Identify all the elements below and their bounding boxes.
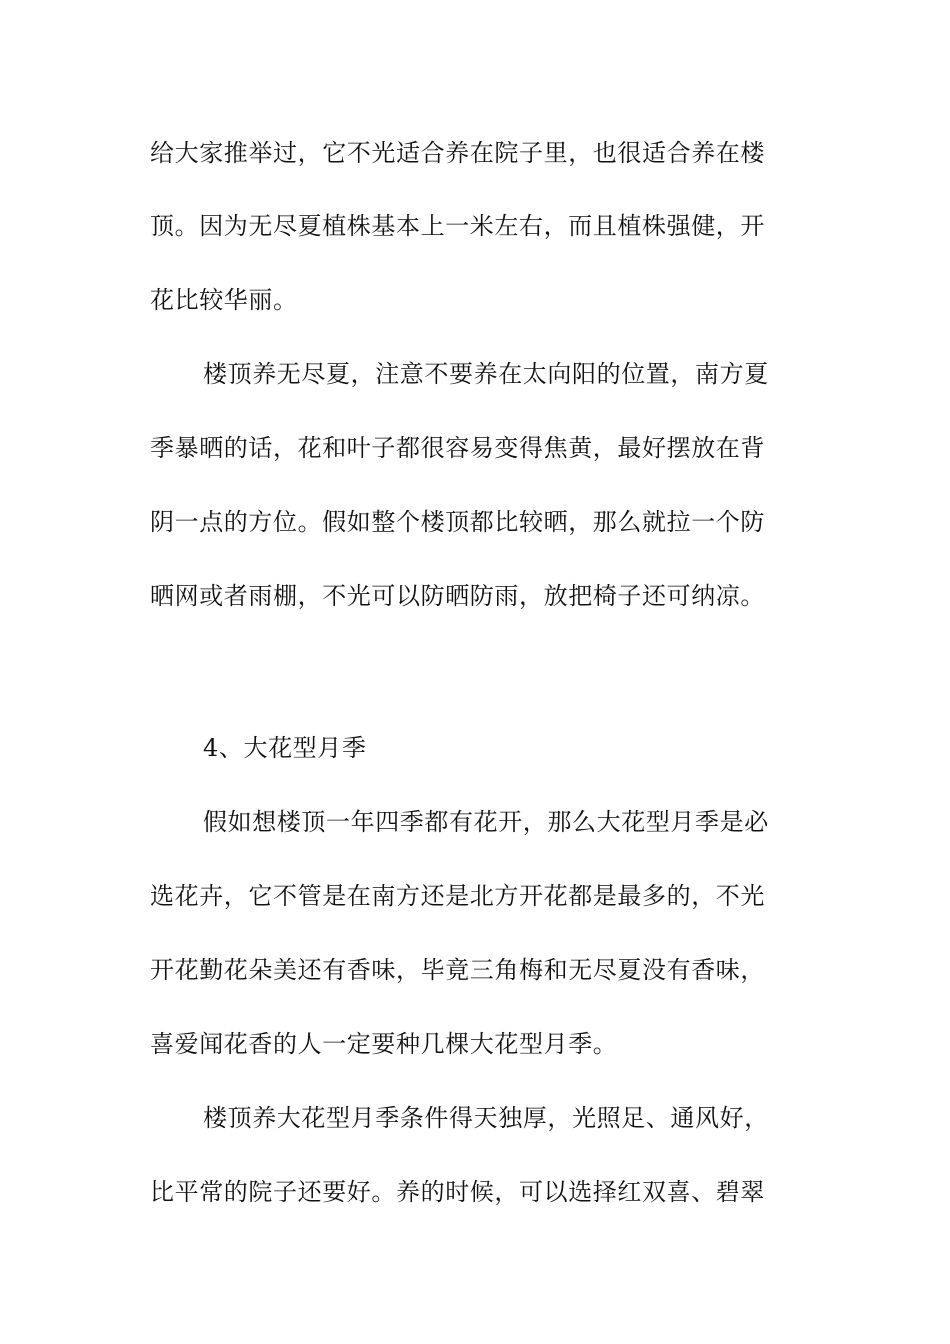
paragraph-line: 假如想楼顶一年四季都有花开，那么大花型月季是必 bbox=[203, 808, 769, 836]
paragraph-line: 晒网或者雨棚，不光可以防晒防雨，放把椅子还可纳凉。 bbox=[150, 582, 765, 610]
paragraph-line: 季暴晒的话，花和叶子都很容易变得焦黄，最好摆放在背 bbox=[150, 434, 765, 462]
paragraph-line: 阴一点的方位。假如整个楼顶都比较晒，那么就拉一个防 bbox=[150, 508, 765, 536]
section-heading: 4、大花型月季 bbox=[203, 734, 367, 762]
paragraph-line: 喜爱闻花香的人一定要种几棵大花型月季。 bbox=[150, 1030, 618, 1058]
paragraph-line: 楼顶养大花型月季条件得天独厚，光照足、通风好， bbox=[203, 1104, 769, 1132]
paragraph-line: 开花勤花朵美还有香味，毕竟三角梅和无尽夏没有香味， bbox=[150, 956, 765, 984]
paragraph-line: 花比较华丽。 bbox=[150, 286, 298, 314]
paragraph-line: 比平常的院子还要好。养的时候，可以选择红双喜、碧翠 bbox=[150, 1178, 765, 1206]
paragraph-line: 顶。因为无尽夏植株基本上一米左右，而且植株强健，开 bbox=[150, 212, 765, 240]
paragraph-line: 选花卉，它不管是在南方还是北方开花都是最多的，不光 bbox=[150, 882, 765, 910]
paragraph-line: 楼顶养无尽夏，注意不要养在太向阳的位置，南方夏 bbox=[203, 360, 769, 388]
paragraph-line: 给大家推举过，它不光适合养在院子里，也很适合养在楼 bbox=[150, 139, 765, 167]
